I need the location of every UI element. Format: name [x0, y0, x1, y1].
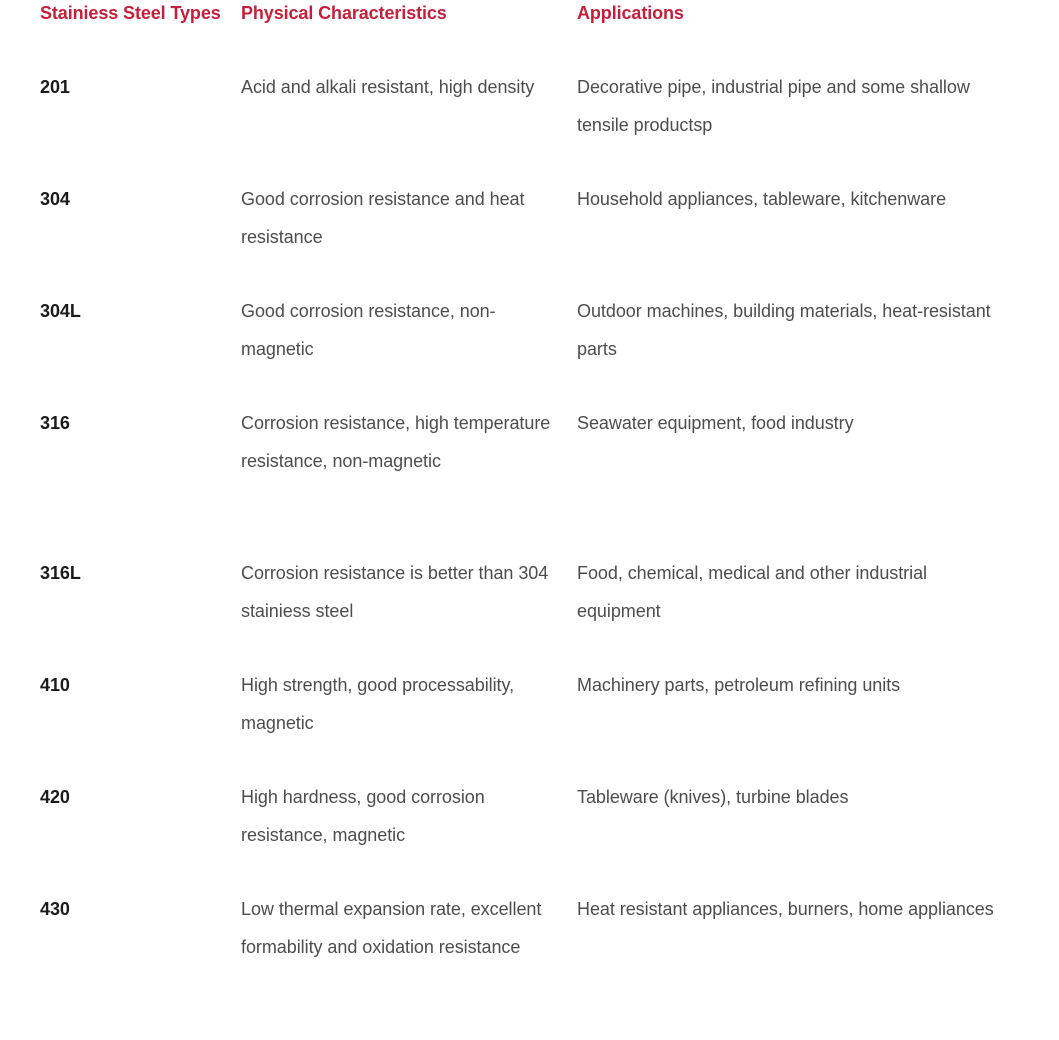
table-row	[0, 180, 1019, 292]
cell-steel-type: 304L	[40, 301, 81, 321]
column-header-applications: Applications	[577, 3, 684, 23]
table-row	[0, 890, 1019, 1040]
table-row	[0, 34, 1019, 180]
cell-applications: Machinery parts, petroleum refining units	[577, 675, 901, 695]
cell-steel-type: 304	[40, 189, 70, 209]
table-header-row-group	[0, 0, 1019, 34]
cell-steel-type: 410	[40, 675, 70, 695]
column-header-physical-characteristics: Physical Characteristics	[241, 3, 447, 23]
cell-physical-characteristics: Corrosion resistance, high temperature resistance, non-magnetic	[241, 413, 551, 471]
table-body	[0, 34, 1019, 1040]
cell-physical-characteristics: High strength, good processability, magnetic	[241, 675, 515, 733]
cell-applications: Heat resistant appliances, burners, home appliances	[577, 899, 994, 919]
table-row	[0, 404, 1019, 554]
cell-applications: Food, chemical, medical and other industrial equipment	[577, 563, 927, 621]
cell-steel-type: 201	[40, 77, 70, 97]
cell-physical-characteristics: Corrosion resistance is better than 304 stainiess steel	[241, 563, 549, 621]
cell-physical-characteristics: Good corrosion resistance, non-magnetic	[241, 301, 496, 359]
cell-applications: Seawater equipment, food industry	[577, 413, 854, 433]
cell-physical-characteristics: Good corrosion resistance and heat resistance	[241, 189, 525, 247]
cell-applications: Outdoor machines, building materials, heat-resistant parts	[577, 301, 991, 359]
cell-steel-type: 316	[40, 413, 70, 433]
cell-steel-type: 430	[40, 899, 70, 919]
table-row	[0, 666, 1019, 778]
table-header-row	[0, 0, 1019, 34]
cell-applications: Household appliances, tableware, kitchenware	[577, 189, 947, 209]
cell-physical-characteristics: Low thermal expansion rate, excellent formability and oxidation resistance	[241, 899, 542, 957]
cell-applications: Tableware (knives), turbine blades	[577, 787, 849, 807]
table-row	[0, 292, 1019, 404]
table-row	[0, 554, 1019, 666]
cell-steel-type: 420	[40, 787, 70, 807]
column-header-stainless-steel-types: Stainiess Steel Types	[40, 3, 221, 23]
cell-physical-characteristics: Acid and alkali resistant, high density	[241, 77, 535, 97]
table-row	[0, 778, 1019, 890]
cell-applications: Decorative pipe, industrial pipe and some shallow tensile productsp	[577, 77, 970, 135]
cell-physical-characteristics: High hardness, good corrosion resistance, magnetic	[241, 787, 485, 845]
cell-steel-type: 316L	[40, 563, 81, 583]
